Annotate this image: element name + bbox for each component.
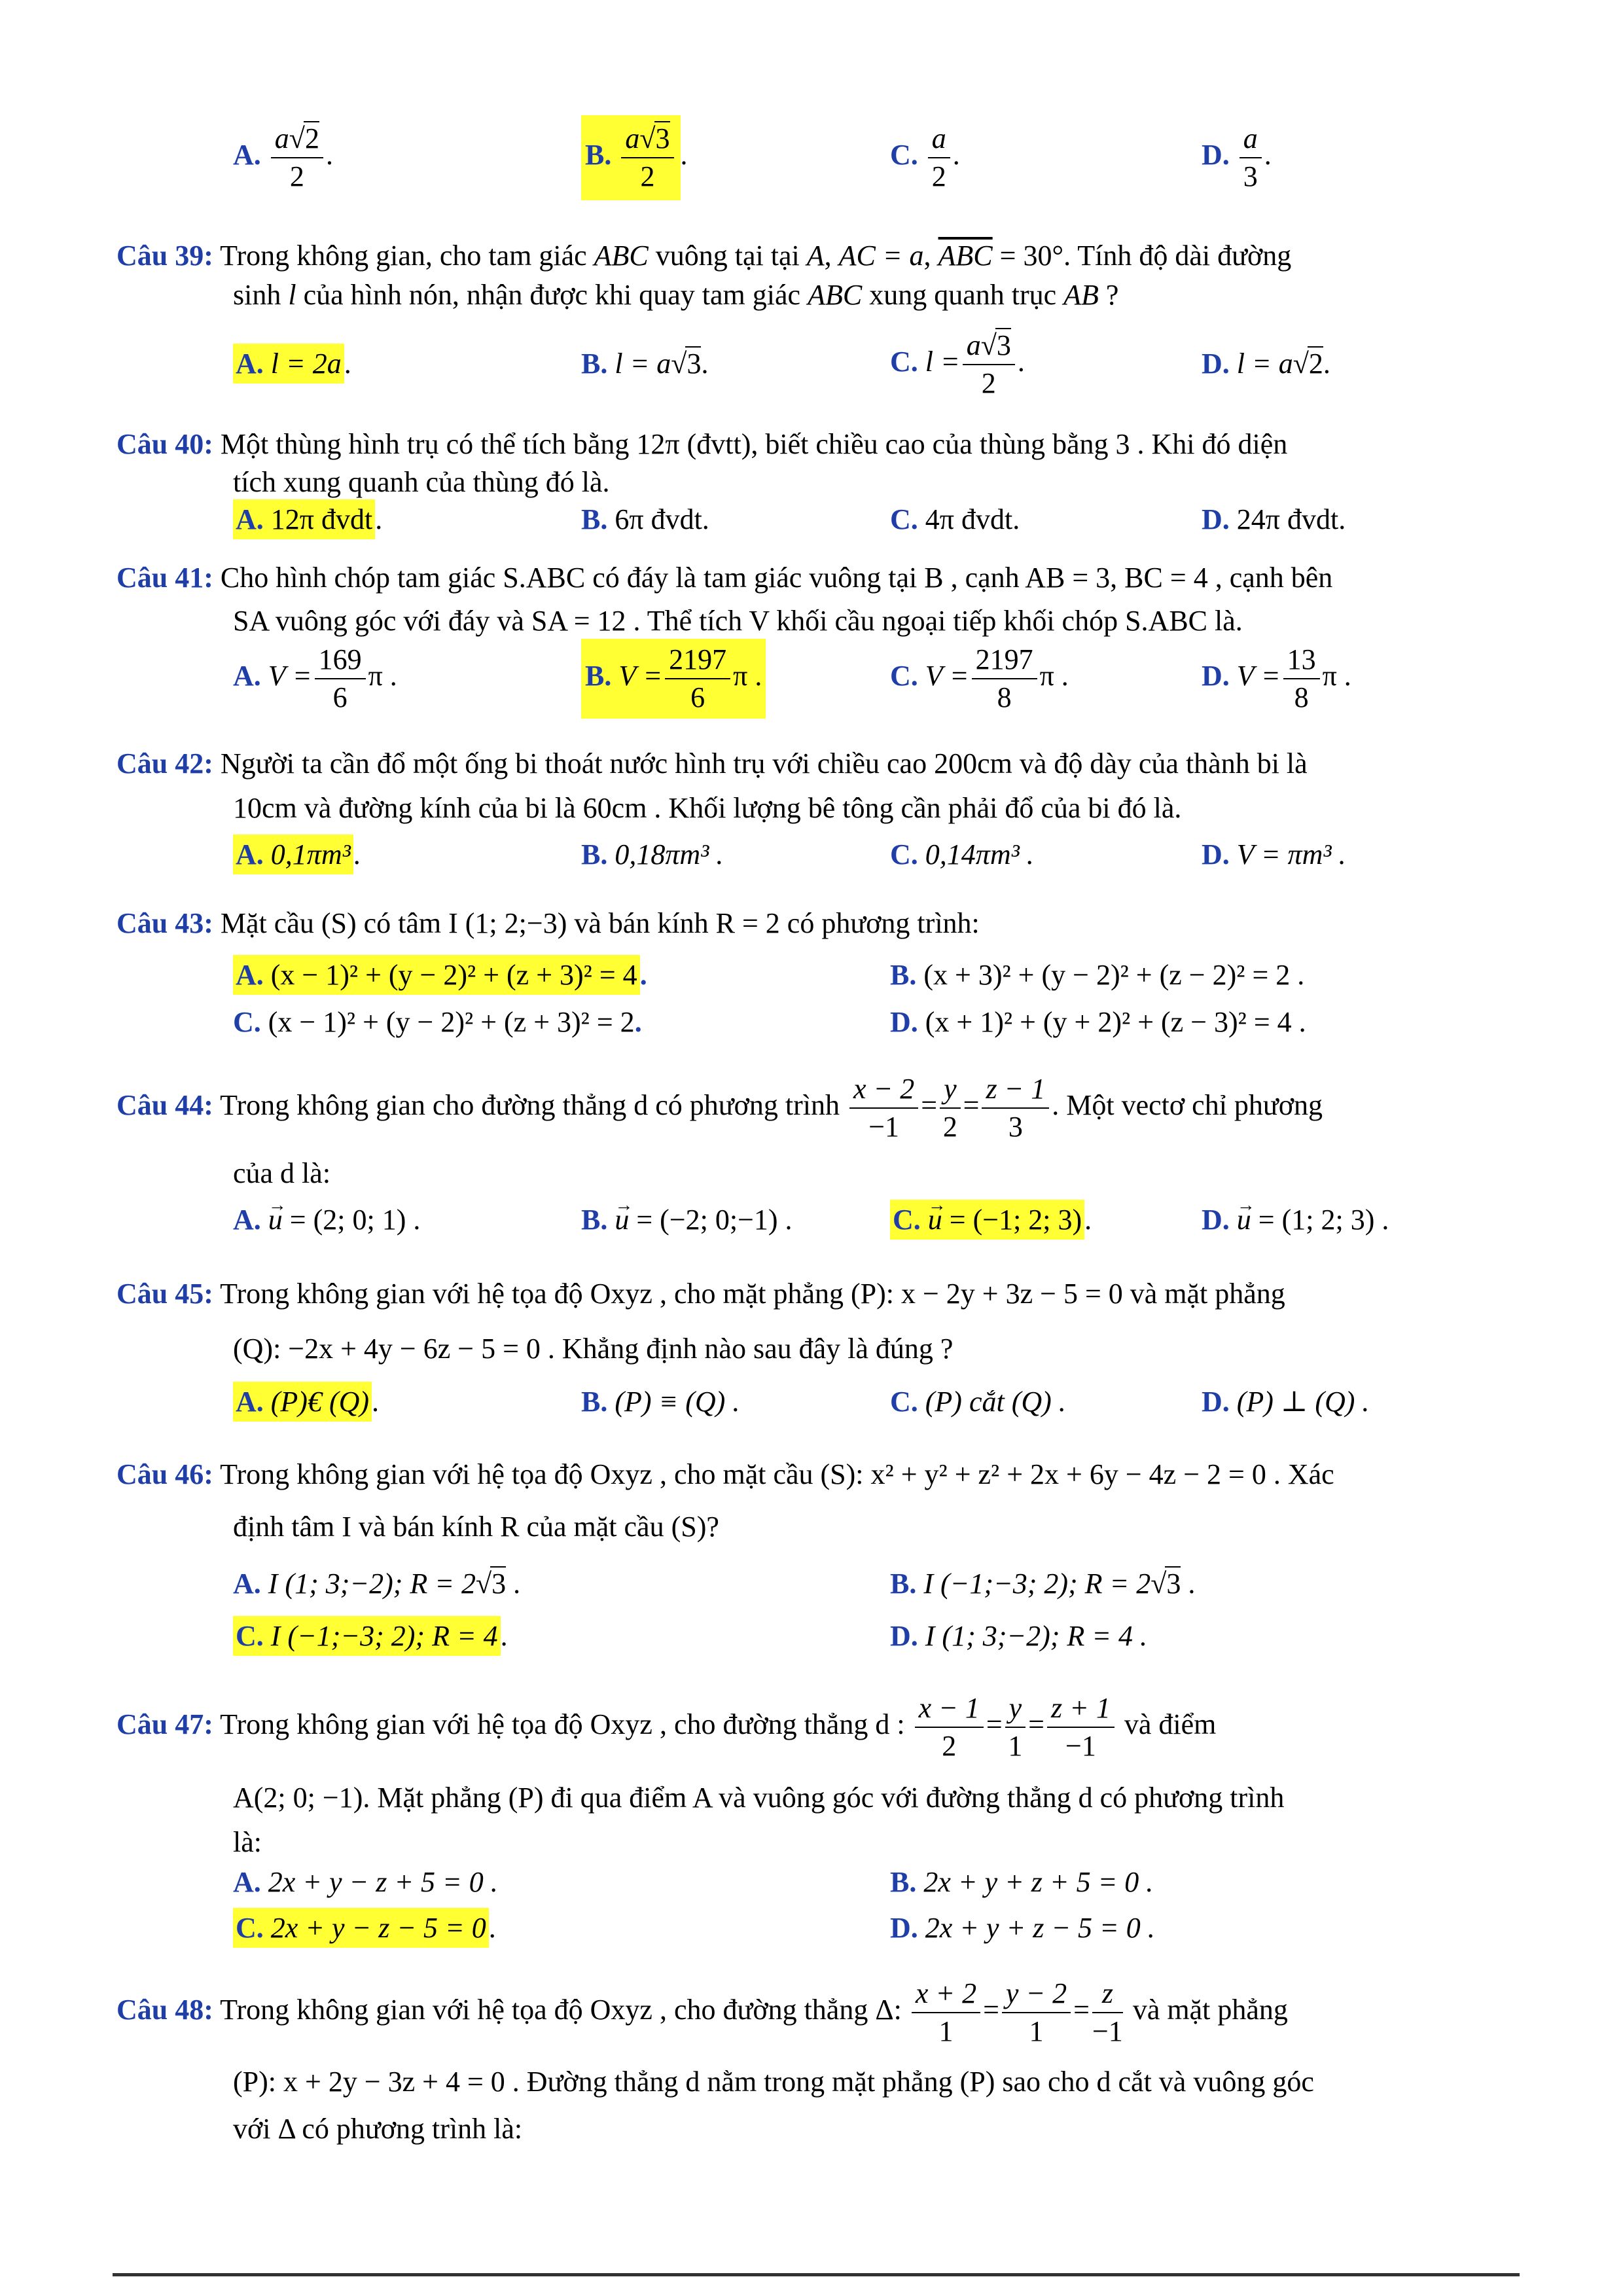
fraction: $\frac{a√3}{2}$ bbox=[621, 120, 673, 195]
q41-option-d[interactable]: D. V = $\frac{13}{8}$ π . bbox=[1202, 641, 1351, 716]
fraction: $\frac{y - 2}{1}$ bbox=[1002, 1975, 1071, 2050]
q40-option-a[interactable]: A. 12π đvdt. bbox=[233, 500, 382, 539]
q40-stem-line2: tích xung quanh của thùng đó là. bbox=[233, 466, 610, 498]
q45-option-d[interactable]: D. (P) ⊥ (Q) . bbox=[1202, 1386, 1370, 1418]
q40-option-d[interactable]: D. 24π đvdt. bbox=[1202, 503, 1346, 535]
fraction: $\frac{y}{2}$ bbox=[940, 1071, 961, 1145]
fraction: $\frac{169}{6}$ bbox=[315, 641, 366, 716]
q44-option-b[interactable]: B. → u = (−2; 0;−1) . bbox=[581, 1200, 793, 1240]
q48-stem-line3: với Δ có phương trình là: bbox=[233, 2113, 523, 2145]
q46-option-b[interactable]: B. I (−1;−3; 2); R = 2√3 . bbox=[890, 1568, 1196, 1600]
q45-option-b[interactable]: B. (P) ≡ (Q) . bbox=[581, 1386, 740, 1418]
correct-answer-highlight: B. $\frac{a√3}{2}$ bbox=[581, 115, 681, 200]
q46-option-a[interactable]: A. I (1; 3;−2); R = 2√3 . bbox=[233, 1568, 521, 1600]
q47-option-d[interactable]: D. 2x + y + z − 5 = 0 . bbox=[890, 1912, 1155, 1944]
footer-rule bbox=[113, 2273, 1520, 2276]
q40-option-b[interactable]: B. 6π đvdt. bbox=[581, 503, 709, 535]
q46-stem-line2: định tâm I và bán kính R của mặt cầu (S)? bbox=[233, 1511, 719, 1543]
q46-stem-line1: Câu 46: Trong không gian với hệ tọa độ Oxyz , cho mặt cầu (S): x² + y² + z² + 2x + 6y − 4z − 2 = 0 . Xác bbox=[116, 1458, 1334, 1490]
q43-stem-line1: Câu 43: Mặt cầu (S) có tâm I (1; 2;−3) và bán kính R = 2 có phương trình: bbox=[116, 907, 980, 939]
fraction: $\frac{a}{3}$ bbox=[1240, 120, 1262, 195]
fraction: $\frac{x + 2}{1}$ bbox=[912, 1975, 980, 2050]
q43-option-b[interactable]: B. (x + 3)² + (y − 2)² + (z − 2)² = 2 . bbox=[890, 959, 1305, 991]
fraction: $\frac{2197}{8}$ bbox=[972, 641, 1037, 716]
q47-stem-line1: Câu 47: Trong không gian với hệ tọa độ Oxyz , cho đường thẳng d : $\frac{x - 1}{2}$ = $\frac{y}{1}$ = $\frac{z + 1}{-1}$ và điểm bbox=[116, 1690, 1517, 1765]
q42-option-c[interactable]: C. 0,14πm³ . bbox=[890, 838, 1034, 870]
question-number: Câu 39: bbox=[116, 240, 213, 272]
correct-answer-highlight: C. → u = (−1; 2; 3) bbox=[890, 1200, 1084, 1240]
fraction: $\frac{a√2}{2}$ bbox=[271, 120, 323, 195]
q48-stem-line1: Câu 48: Trong không gian với hệ tọa độ Oxyz , cho đường thẳng Δ: $\frac{x + 2}{1}$ = $\frac{y - 2}{1}$ = $\frac{z}{-1}$ và mặt phẳng bbox=[116, 1975, 1517, 2050]
q41-stem-line1: Câu 41: Cho hình chóp tam giác S.ABC có đáy là tam giác vuông tại B , cạnh AB = 3, BC = 4 , cạnh bên bbox=[116, 562, 1333, 594]
q44-stem-line1: Câu 44: Trong không gian cho đường thẳng d có phương trình $\frac{x - 2}{-1}$ = $\frac{y}{2}$ = $\frac{z - 1}{3}$ . Một vectơ chỉ phương bbox=[116, 1071, 1517, 1145]
q39-stem-line1: Câu 39: Trong không gian, cho tam giác ABC vuông tại tại A, AC = a, $\overline{ABC} = 30^\circ$. Tính độ dài đường bbox=[116, 240, 1292, 272]
q47-option-c[interactable]: C. 2x + y − z − 5 = 0. bbox=[233, 1909, 496, 1948]
vector-u: → u bbox=[928, 1200, 942, 1240]
q46-option-c[interactable]: C. I (−1;−3; 2); R = 4. bbox=[233, 1617, 508, 1656]
q41-stem-line2: SA vuông góc với đáy và SA = 12 . Thể tích V khối cầu ngoại tiếp khối chóp S.ABC là. bbox=[233, 605, 1243, 637]
q46-option-d[interactable]: D. I (1; 3;−2); R = 4 . bbox=[890, 1620, 1147, 1652]
correct-answer-highlight: A. (P)€ (Q) bbox=[233, 1382, 372, 1422]
q39-option-a[interactable]: A. l = 2a. bbox=[233, 344, 351, 384]
correct-answer-highlight: A. 12π đvdt bbox=[233, 499, 375, 539]
fraction: $\frac{y}{1}$ bbox=[1005, 1690, 1026, 1765]
vector-u: → u bbox=[1237, 1200, 1251, 1240]
vector-u: → u bbox=[615, 1200, 629, 1240]
q43-option-a[interactable]: A. (x − 1)² + (y − 2)² + (z + 3)² = 4. bbox=[233, 956, 647, 995]
fraction: $\frac{a√3}{2}$ bbox=[963, 327, 1015, 402]
correct-answer-highlight: C. I (−1;−3; 2); R = 4 bbox=[233, 1616, 501, 1656]
q45-option-a[interactable]: A. (P)€ (Q). bbox=[233, 1382, 379, 1422]
fraction: $\frac{z - 1}{3}$ bbox=[982, 1071, 1049, 1145]
correct-answer-highlight: C. 2x + y − z − 5 = 0 bbox=[233, 1908, 489, 1948]
q47-stem-line3: là: bbox=[233, 1826, 262, 1858]
q41-option-a[interactable]: A. V = $\frac{169}{6}$ π . bbox=[233, 641, 397, 716]
correct-answer-highlight: A. l = 2a bbox=[233, 344, 344, 384]
fraction: $\frac{z + 1}{-1}$ bbox=[1047, 1690, 1115, 1765]
q38-option-a[interactable]: A. $\frac{a√2}{2}$ . bbox=[233, 120, 333, 195]
vector-u: → u bbox=[268, 1200, 283, 1240]
q38-option-b[interactable]: B. $\frac{a√3}{2}$ . bbox=[581, 115, 688, 200]
q42-stem-line2: 10cm và đường kính của bi là 60cm . Khối lượng bê tông cần phải đổ của bi đó là. bbox=[233, 792, 1182, 824]
q39-stem-line2: sinh l của hình nón, nhận được khi quay tam giác ABC xung quanh trục AB ? bbox=[233, 279, 1119, 311]
q42-option-a[interactable]: A. 0,1πm³. bbox=[233, 835, 361, 874]
q38-option-c[interactable]: C. $\frac{a}{2}$ . bbox=[890, 120, 960, 195]
option-label: A. bbox=[233, 139, 261, 171]
q42-option-d[interactable]: D. V = πm³ . bbox=[1202, 838, 1346, 870]
q44-option-a[interactable]: A. → u = (2; 0; 1) . bbox=[233, 1200, 420, 1240]
q45-option-c[interactable]: C. (P) cắt (Q) . bbox=[890, 1386, 1066, 1418]
q41-option-c[interactable]: C. V = $\frac{2197}{8}$ π . bbox=[890, 641, 1069, 716]
q40-stem-line1: Câu 40: Một thùng hình trụ có thể tích bằng 12π (đvtt), biết chiều cao của thùng bằng 3 . Khi đó diện bbox=[116, 428, 1288, 460]
q38-option-d[interactable]: D. $\frac{a}{3}$ . bbox=[1202, 120, 1272, 195]
q44-stem-line2: của d là: bbox=[233, 1157, 331, 1189]
q43-option-c[interactable]: C. (x − 1)² + (y − 2)² + (z + 3)² = 2. bbox=[233, 1006, 642, 1038]
q41-option-b[interactable] bbox=[581, 639, 766, 719]
q39-option-d[interactable]: D. l = a√2. bbox=[1202, 348, 1330, 380]
q43-option-d[interactable]: D. (x + 1)² + (y + 2)² + (z − 3)² = 4 . bbox=[890, 1006, 1306, 1038]
correct-answer-highlight: B. V = $\frac{2197}{6}$ π . bbox=[581, 639, 766, 719]
q45-stem-line2: (Q): −2x + 4y − 6z − 5 = 0 . Khẳng định nào sau đây là đúng ? bbox=[233, 1333, 954, 1365]
fraction: $\frac{a}{2}$ bbox=[928, 120, 950, 195]
correct-answer-highlight: A. (x − 1)² + (y − 2)² + (z + 3)² = 4 bbox=[233, 955, 640, 995]
q48-stem-line2: (P): x + 2y − 3z + 4 = 0 . Đường thẳng d nằm trong mặt phẳng (P) sao cho d cắt và vuông góc bbox=[233, 2066, 1314, 2098]
q45-stem-line1: Câu 45: Trong không gian với hệ tọa độ Oxyz , cho mặt phẳng (P): x − 2y + 3z − 5 = 0 và mặt phẳng bbox=[116, 1278, 1285, 1310]
fraction: $\frac{x - 1}{2}$ bbox=[915, 1690, 984, 1765]
correct-answer-highlight: A. 0,1πm³ bbox=[233, 834, 353, 874]
q39-option-b[interactable]: B. l = a√3. bbox=[581, 348, 709, 380]
fraction: $\frac{x - 2}{-1}$ bbox=[849, 1071, 918, 1145]
q40-option-c[interactable]: C. 4π đvdt. bbox=[890, 503, 1020, 535]
fraction: $\frac{13}{8}$ bbox=[1283, 641, 1320, 716]
fraction: $\frac{z}{-1}$ bbox=[1092, 1975, 1123, 2050]
q47-stem-line2: A(2; 0; −1). Mặt phẳng (P) đi qua điểm A và vuông góc với đường thẳng d có phương trình bbox=[233, 1782, 1285, 1814]
fraction: $\frac{2197}{6}$ bbox=[665, 641, 730, 716]
q47-option-b[interactable]: B. 2x + y + z + 5 = 0 . bbox=[890, 1866, 1154, 1898]
q44-option-d[interactable]: D. → u = (1; 2; 3) . bbox=[1202, 1200, 1389, 1240]
q44-option-c[interactable]: C. → u = (−1; 2; 3). bbox=[890, 1200, 1092, 1240]
q42-option-b[interactable]: B. 0,18πm³ . bbox=[581, 838, 724, 870]
q42-stem-line1: Câu 42: Người ta cần đổ một ống bi thoát nước hình trụ với chiều cao 200cm và độ dày của thành bi là bbox=[116, 747, 1308, 780]
q47-option-a[interactable]: A. 2x + y − z + 5 = 0 . bbox=[233, 1866, 498, 1898]
q39-option-c[interactable]: C. l = $\frac{a√3}{2}$ . bbox=[890, 327, 1025, 402]
